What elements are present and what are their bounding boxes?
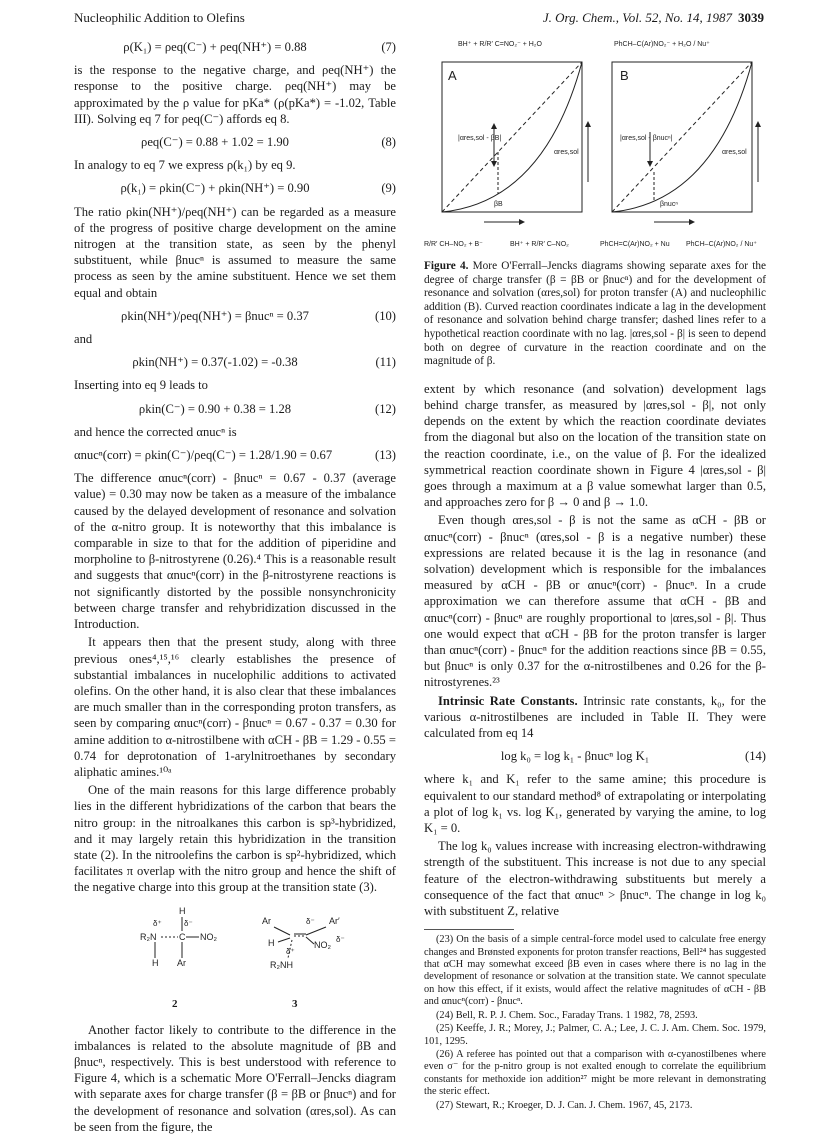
equation-12-number: (12): [375, 401, 396, 416]
equation-7-number: (7): [381, 40, 396, 54]
paragraph: In analogy to eq 7 we express ρ(k₁) by eq 9.: [74, 158, 296, 173]
panel-b-bottom-left-label: PhCH=C(Ar)NO₂ + Nu: [600, 241, 670, 248]
paragraph: The log k₀ values increase with increasing electron-withdrawing strength of the substituent. This increase is not due to any special feature of the electron-withdrawing substituents but merely a consequence of the fact that αnucⁿ > βnucⁿ. The change in log k₀ with substituent Z, relative: [424, 839, 766, 919]
figure-caption-label: Figure 4.: [424, 260, 469, 272]
paragraph: The difference αnucⁿ(corr) - βnucⁿ = 0.67 - 0.37 (average value) = 0.30 may now be taken as a measure of the imbalance caused by the delayed development of resonance and solvation of the α-nitro group. It is noteworthy that this imbalance is comparable in size to that for the addition of piperidine and morpholine to β-nitrostyrene (0.26).⁴ This is a reasonable result and suggests that αnucⁿ(corr) in the β-nitrostyrene reactions is not significantly distorted by the possible nonsynchronicity between charge transfer and rehybridization discussed in the Introduction.: [74, 471, 396, 632]
equation-10-number: (10): [375, 308, 396, 323]
panel-b-beta-label: βnucⁿ: [660, 201, 678, 208]
paragraph: Inserting into eq 9 leads to: [74, 378, 208, 393]
footnote: (26) A referee has pointed out that a comparison with α-cyanostilbenes where even σ⁻ for the p-nitro group is not exalted enough to correlate the equilibrium constants for methoxide ion addition²⁷ might be more relevant in demonstrating the steric effect.: [424, 1048, 766, 1098]
equation-9-number: (9): [381, 181, 396, 196]
equation-9-body: ρ(k₁) = ρkin(C⁻) + ρkin(NH⁺) = 0.90: [120, 181, 310, 196]
s2-h-bottom: H: [152, 957, 159, 968]
bond: [274, 927, 290, 935]
s2-h-top: H: [179, 905, 186, 916]
equation-10-body: ρkin(NH⁺)/ρeq(NH⁺) = βnucⁿ = 0.37: [121, 308, 309, 323]
panel-b-letter: B: [620, 68, 629, 83]
s2-carbon: C: [179, 931, 186, 942]
equation-12-body: ρkin(C⁻) = 0.90 + 0.38 = 1.28: [138, 401, 292, 416]
equation-13: [74, 447, 396, 463]
s2-no2: NO₂: [200, 931, 217, 942]
paragraph: Another factor likely to contribute to the difference in the imbalances is related to the absolute magnitude of βB and βnucⁿ, respectively. This is best understood with reference to Figure 4, which is a schematic More O'Ferrall–Jencks diagram with separate axes for charge transfer (β = βB or βnucⁿ) and for the development of resonance and solvation (αres,sol). As can be seen from the figure, the: [74, 1022, 396, 1134]
paragraph: The ratio ρkin(NH⁺)/ρeq(NH⁺) can be regarded as a measure of the progress of positive charge development on the amine nitrogen at the transition state, as seen by the phenyl substituent, while βnucⁿ is assumed to measure the same process as seen by the amine substituent. Hence we set them equal and obtain: [74, 204, 396, 300]
s2-delta-plus: δ⁺: [153, 918, 162, 928]
paragraph: and hence the corrected αnucⁿ is: [74, 424, 237, 439]
paragraph: and: [74, 332, 93, 347]
panel-a-bottom-left-label: R/R′ CH–NO₂ + B⁻: [424, 241, 483, 248]
equation-11: [74, 354, 396, 370]
equation-12: [74, 401, 396, 417]
panel-b-bottom-right-label: PhCH–C(Ar)NO₂ / Nu⁺: [686, 241, 757, 248]
equation-8-body: ρeq(C⁻) = 0.88 + 1.02 = 1.90: [141, 135, 289, 150]
paragraph: extent by which resonance (and solvation) development lags behind charge transfer, as measured by |αres,sol - β|, not only depends on the extent by which the reaction coordinate deviates from the diagonal but also on the location of the transition state on the reaction coordinate, i.e., on the value of β. For the idealized symmetrical reaction coordinate shown in Figure 4 |αres,sol - β| goes through a maximum at a β value somewhat larger than 0.5, and approaches zero for β → 0 and β → 1.0.: [424, 381, 766, 510]
structure-label-2: 2: [172, 997, 178, 1010]
bond: [278, 938, 290, 942]
equation-14-body: log k₀ = log k₁ - βnucⁿ log K₁: [500, 749, 650, 764]
equation-13-body: αnucⁿ(corr) = ρkin(C⁻)/ρeq(C⁻) = 1.28/1.90 = 0.67: [74, 448, 333, 463]
panel-b-alpha-label: αres,sol: [722, 149, 747, 156]
panel-a-letter: A: [448, 68, 457, 83]
s2-r2n: R₂N: [140, 931, 157, 942]
footnote: (23) On the basis of a simple central-force model used to calculate free energy changes and Brønsted exponents for proton transfer reactions, Bell²⁴ has suggested that αCH may somewhat exceed βB even in cases where there is no lag in the development of resonance or solvation at the transition state. We cannot speculate on how this effect, if it exists, would affect the relative magnitudes of αCH - βB and αnucⁿ(corr) - βnucⁿ.: [424, 934, 766, 1008]
equation-14-number: (14): [745, 749, 766, 764]
equation-11-body: ρkin(NH⁺) = 0.37(-1.02) = -0.38: [132, 355, 298, 370]
page-number: 3039: [738, 10, 764, 25]
s3-ar-prime: Ar′: [329, 915, 340, 926]
running-head-journal: [543, 10, 764, 26]
left-column: [74, 32, 396, 1137]
paragraph: One of the main reasons for this large difference probably lies in the different hybridizations of the carbon that bears the nitro group: in the nitroalkanes this carbon is sp³-hybridized, and it may largely retain this hybridization in the transition state (2). In the nitroolefins the carbon is sp²-hybridized, which facilitates π overlap with the nitro group and hence the shift of the negative charge into this group at the transition state (3).: [74, 783, 396, 895]
panel-a-beta-label: βB: [494, 201, 503, 208]
equation-11-number: (11): [375, 355, 396, 370]
more-oferrall-jencks-diagrams: [424, 32, 766, 254]
panel-b-top-label: PhCH–C(Ar)NO₂⁻ + H₂O / Nu⁺: [614, 41, 710, 48]
paragraph: [424, 693, 766, 742]
s3-ar: Ar: [262, 915, 271, 926]
equation-8: [74, 134, 396, 150]
running-head-title: Nucleophilic Addition to Olefins: [74, 10, 245, 25]
s2-delta-minus: δ⁻: [184, 918, 193, 928]
right-column: [424, 32, 766, 1113]
paragraph: Even though αres,sol - β is not the same as αCH - βB or αnucⁿ(corr) - βnucⁿ (αres,sol - β is a negative number) these expressions are related because it is the lag in resonance (and solvation) development which is responsible for the imbalances measured by αCH - βB or αnucⁿ(corr) - βnucⁿ. In a crude approximation we can therefore assume that αCH - βB and αnucⁿ(corr) - βnucⁿ are roughly proportional to |αres,sol - β|. Thus one would expect that αCH - βB for the proton transfer is larger than αnucⁿ(corr) - βnucⁿ for the addition reactions since βB = 0.55, but βnucⁿ is only 0.37 for the α-nitrostilbenes and 0.26 for the β-nitrostyrenes.²³: [424, 513, 766, 690]
equation-14: [424, 748, 766, 764]
paragraph-text: Intrinsic rate constants, k₀, for the various α-nitrostilbenes are included in Table II. They were calculated from eq 14: [424, 693, 766, 741]
bond: [306, 927, 326, 935]
equation-9: [74, 180, 396, 196]
bond: [306, 937, 314, 944]
figure-caption: [424, 260, 766, 369]
figure-caption-text: More O'Ferrall–Jencks diagrams showing separate axes for the degree of charge transfer (β = βB or βnucⁿ) and for the development of resonance and solvation (αres,sol) for proton transfer (A) and nucleophilic addition (B). Curved reaction coordinates indicate a lag in the development of resonance and solvation behind charge transfer; dashed lines refer to a hypothetical reaction coordinate with no lag. |αres,sol - β| is seen to depend both on degree of curvature in the reaction coordinate and on the magnitude of β.: [424, 260, 767, 368]
footnote: (24) Bell, R. P. J. Chem. Soc., Faraday Trans. 1 1982, 78, 2593.: [436, 1009, 698, 1021]
s3-h: H: [268, 937, 275, 948]
s3-delta-plus: δ⁺: [286, 946, 295, 956]
footnote: (27) Stewart, R.; Kroeger, D. J. Can. J. Chem. 1967, 45, 2173.: [436, 1099, 693, 1111]
journal-citation: J. Org. Chem., Vol. 52, No. 14, 1987: [542, 10, 732, 25]
paragraph: It appears then that the present study, along with three previous ones⁴,¹⁵,¹⁶ clearly establishes the presence of substantial imbalances in nucelophilic additions to activated olefins. On the other hand, it is also clear that these imbalances are much smaller than in the corresponding proton transfers, as seen by comparing αnucⁿ(corr) - βnucⁿ = 0.67 - 0.37 = 0.30 for amine addition to α-nitrostilbene with αCH - βB = 1.29 - 0.55 = 0.74 for deprotonation of 1-arylnitroethanes by secondary aliphatic amines.¹⁰ᵃ: [74, 635, 396, 779]
section-heading: Intrinsic Rate Constants.: [438, 693, 578, 708]
figure-4: [424, 32, 766, 254]
structure-label-3: 3: [292, 997, 298, 1010]
s3-delta-minus-2: δ⁻: [336, 934, 345, 944]
footnote-divider: [424, 929, 514, 930]
equation-7-body: ρ(K₁) = ρeq(C⁻) + ρeq(NH⁺) = 0.88: [123, 40, 307, 54]
s3-delta-minus: δ⁻: [306, 916, 315, 926]
panel-a-bottom-right-label: BH⁺ + R/R′ C–NO₂: [510, 241, 569, 248]
s3-r2nh: R₂NH: [270, 959, 293, 970]
panel-a-alpha-label: αres,sol: [554, 149, 579, 156]
paragraph: is the response to the negative charge, and ρeq(NH⁺) the response to the positive charge. ρeq(NH⁺) may be approximated by the ρ value for pKa* (ρ(pKa*) = -1.02, Table III). Solving eq 7 for ρeq(C⁻) affords eq 8.: [74, 63, 396, 126]
transition-state-structures: [74, 902, 396, 1014]
panel-b-gap-label: |αres,sol - βnucⁿ|: [620, 135, 673, 142]
equation-8-number: (8): [381, 135, 396, 150]
panel-a-top-label: BH⁺ + R/R′ C=NO₂⁻ + H₂O: [458, 41, 542, 48]
structure-drawings: [74, 902, 396, 1014]
equation-10: [74, 308, 396, 324]
paragraph: where k₁ and K₁ refer to the same amine; this procedure is equivalent to our standard method⁸ of extrapolating or interpolating a plot of log k₁ vs. log K₁, generated by varying the amine, to log K₁ = 0.: [424, 772, 766, 836]
s3-no2: NO₂: [314, 939, 331, 950]
footnote: (25) Keeffe, J. R.; Morey, J.; Palmer, C. A.; Lee, J. C. J. Am. Chem. Soc. 1979, 101, 1295.: [424, 1023, 766, 1047]
panel-a-gap-label: |αres,sol - βB|: [458, 135, 502, 142]
s2-ar: Ar: [177, 957, 186, 968]
equation-7: [74, 39, 396, 55]
equation-13-number: (13): [375, 448, 396, 463]
